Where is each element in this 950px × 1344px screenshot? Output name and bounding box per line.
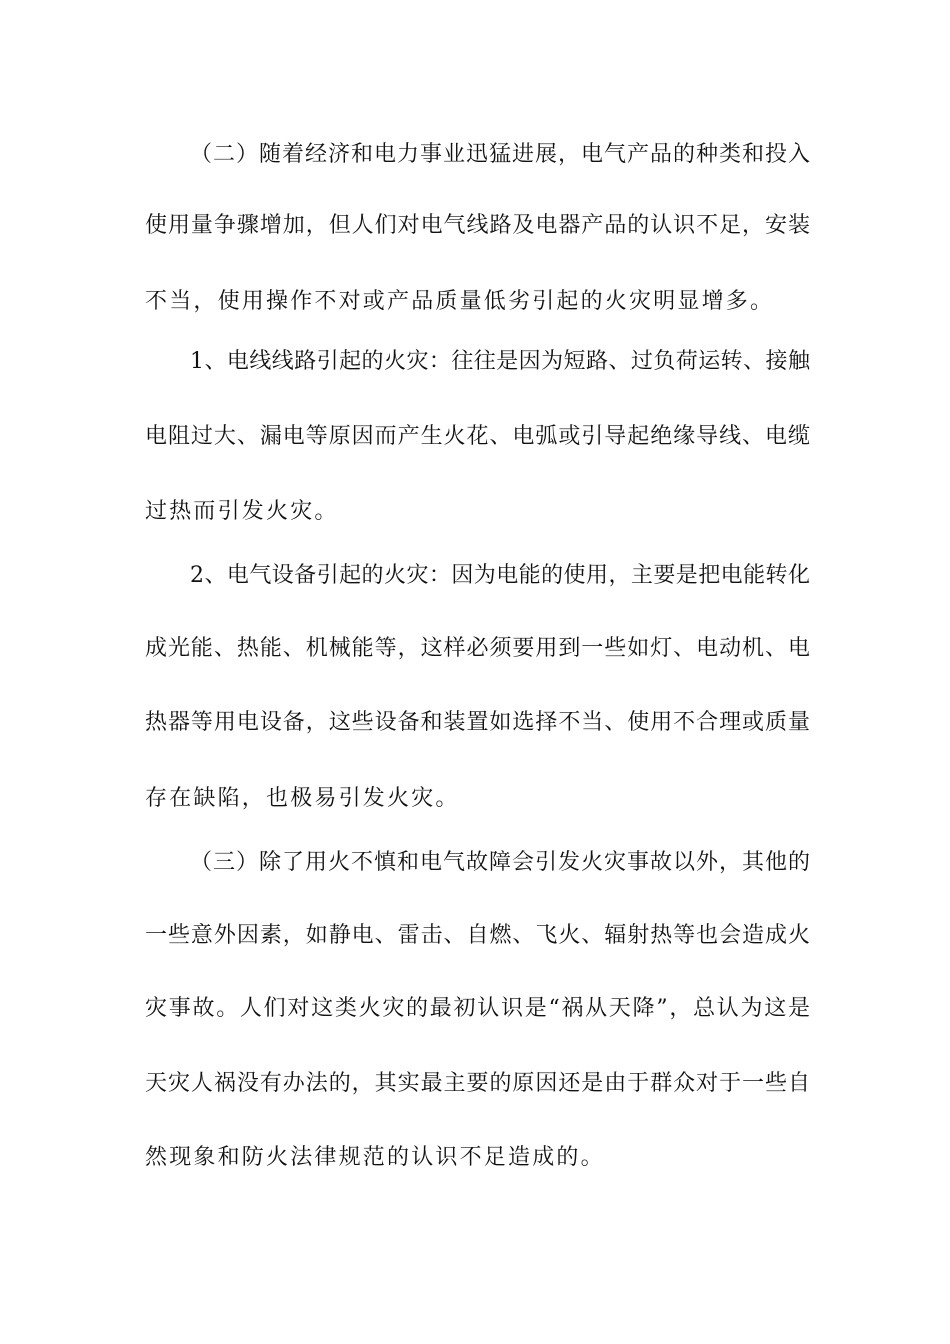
paragraph-2-line-2: 电阻过大、漏电等原因而产生火花、电弧或引导起绝缘导线、电缆 xyxy=(145,424,810,449)
paragraph-2-line-1: 1、电线线路引起的火灾：往往是因为短路、过负荷运转、接触 xyxy=(190,349,810,374)
paragraph-4-line-5: 然现象和防火法律规范的认识不足造成的。 xyxy=(145,1145,605,1170)
paragraph-3-line-4: 存在缺陷，也极易引发火灾。 xyxy=(145,786,460,811)
paragraph-4-line-4: 天灾人祸没有办法的，其实最主要的原因还是由于群众对于一些自 xyxy=(145,1071,810,1096)
paragraph-4-line-1: （三）除了用火不慎和电气故障会引发火灾事故以外，其他的 xyxy=(190,850,810,875)
paragraph-3-line-1: 2、电气设备引起的火灾：因为电能的使用，主要是把电能转化 xyxy=(190,563,810,588)
paragraph-1-line-2: 使用量争骤增加，但人们对电气线路及电器产品的认识不足，安装 xyxy=(145,213,810,238)
paragraph-2-line-3: 过热而引发火灾。 xyxy=(145,499,339,524)
paragraph-3-line-3: 热器等用电设备，这些设备和装置如选择不当、使用不合理或质量 xyxy=(145,710,810,735)
paragraph-3-line-2: 成光能、热能、机械能等，这样必须要用到一些如灯、电动机、电 xyxy=(145,636,810,661)
paragraph-4-line-2: 一些意外因素，如静电、雷击、自燃、飞火、辐射热等也会造成火 xyxy=(145,923,810,948)
paragraph-4-line-3: 灾事故。人们对这类火灾的最初认识是“祸从天降”，总认为这是 xyxy=(145,996,810,1021)
paragraph-1-line-3: 不当，使用操作不对或产品质量低劣引起的火灾明显增多。 xyxy=(145,289,775,314)
paragraph-1-line-1: （二）随着经济和电力事业迅猛进展，电气产品的种类和投入 xyxy=(190,142,810,167)
